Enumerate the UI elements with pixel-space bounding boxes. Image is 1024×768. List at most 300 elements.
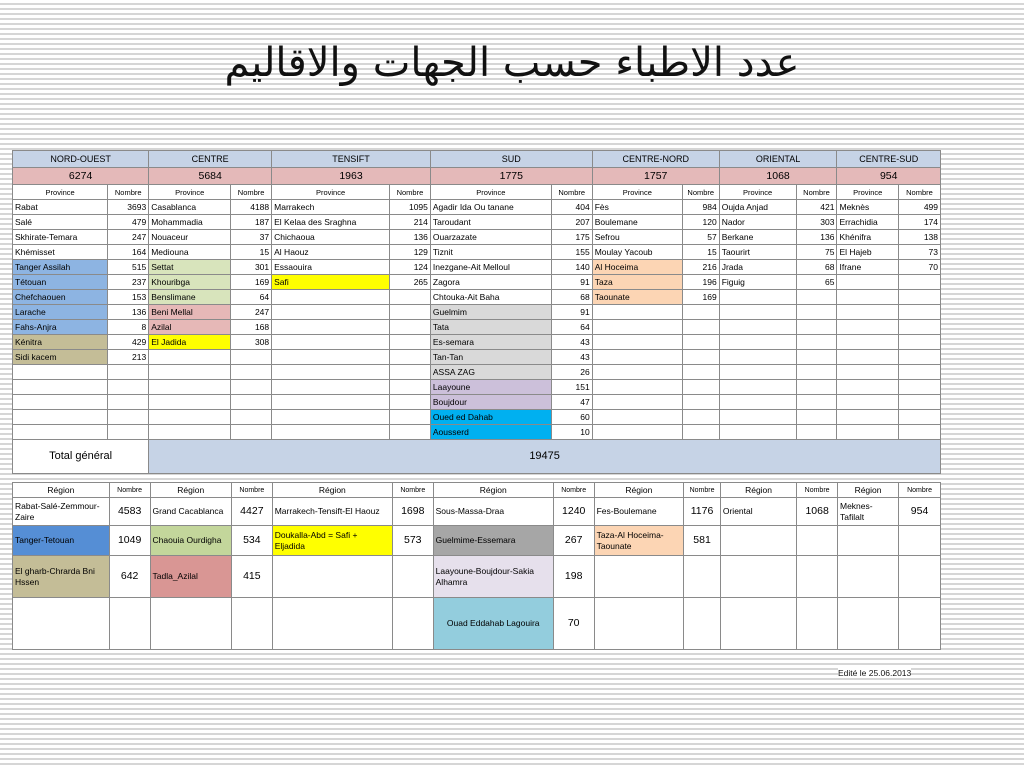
province-cell [272,320,390,335]
table-row [13,200,941,215]
count-cell [108,380,149,395]
province-cell [837,320,898,335]
table-row [13,320,941,335]
province-cell [837,410,898,425]
count-cell: 196 [682,275,719,290]
count-cell [108,365,149,380]
province-cell [13,425,108,440]
count-cell [389,395,430,410]
province-cell: Figuig [719,275,796,290]
region-cell: Laayoune-Boujdour-Sakia Alhamra [433,556,553,598]
province-cell: Inezgane-Ait Melloul [430,260,551,275]
province-cell [837,335,898,350]
count-cell [231,425,272,440]
nombre-col-label: Nombre [553,483,594,498]
province-col-label: Province [13,185,108,200]
nombre-col-label: Nombre [231,483,272,498]
count-cell: 155 [551,245,592,260]
region-col-label: Région [272,483,392,498]
province-cell [837,305,898,320]
province-cell: Moulay Yacoub [592,245,682,260]
province-cell: Settat [149,260,231,275]
count-cell: 415 [231,556,272,598]
province-cell [272,410,390,425]
count-cell: 265 [389,275,430,290]
province-cell: Guelmim [430,305,551,320]
region-name: SUD [430,151,592,168]
province-cell: Kénitra [13,335,108,350]
province-cell: Taroudant [430,215,551,230]
count-cell: 15 [231,245,272,260]
count-cell [231,365,272,380]
count-cell [682,320,719,335]
province-cell [592,350,682,365]
province-cell: Ouarzazate [430,230,551,245]
count-cell: 124 [389,260,430,275]
table-row [13,335,941,350]
count-cell [796,335,837,350]
count-cell: 10 [551,425,592,440]
count-cell: 68 [551,290,592,305]
province-cell [719,425,796,440]
count-cell: 174 [898,215,940,230]
count-cell [389,290,430,305]
region-col-label: Région [837,483,898,498]
count-cell: 573 [392,526,433,556]
region-name: CENTRE-SUD [837,151,941,168]
count-cell [899,598,941,650]
count-cell [231,410,272,425]
count-cell: 303 [796,215,837,230]
province-cell [272,305,390,320]
count-cell: 214 [389,215,430,230]
province-cell: Boulemane [592,215,682,230]
province-col-label: Province [430,185,551,200]
province-cell [13,395,108,410]
count-cell: 1698 [392,498,433,526]
count-cell [109,598,150,650]
count-cell: 60 [551,410,592,425]
province-cell [719,290,796,305]
region-cell [837,526,898,556]
province-col-label: Province [272,185,390,200]
province-cell [272,335,390,350]
province-cell [272,365,390,380]
province-cell [837,290,898,305]
province-cell [13,365,108,380]
count-cell: 515 [108,260,149,275]
count-cell: 499 [898,200,940,215]
province-cell: Taourirt [719,245,796,260]
table-row [13,598,941,650]
count-cell [389,350,430,365]
count-cell: 169 [231,275,272,290]
count-cell [797,598,838,650]
count-cell: 91 [551,305,592,320]
province-cell: Khénifra [837,230,898,245]
nombre-col-label: Nombre [899,483,941,498]
count-cell [389,320,430,335]
count-cell [898,305,940,320]
count-cell: 4188 [231,200,272,215]
count-cell: 140 [551,260,592,275]
count-cell: 216 [682,260,719,275]
count-cell: 64 [551,320,592,335]
province-cell: Benslimane [149,290,231,305]
province-cell: Mediouna [149,245,231,260]
province-cell [719,320,796,335]
region-cell: Meknes-Tafilalt [837,498,898,526]
region-header-row [13,483,941,498]
count-cell [392,598,433,650]
count-cell: 1049 [109,526,150,556]
column-label-row [13,185,941,200]
province-cell [149,365,231,380]
count-cell [682,410,719,425]
count-cell: 308 [231,335,272,350]
count-cell: 301 [231,260,272,275]
region-cell: Oriental [720,498,796,526]
province-cell: Nador [719,215,796,230]
count-cell [898,320,940,335]
count-cell [898,365,940,380]
region-name: NORD-OUEST [13,151,149,168]
region-cell [150,598,231,650]
province-cell: Oujda Anjad [719,200,796,215]
region-cell [594,598,684,650]
region-cell: Ouad Eddahab Lagouira [433,598,553,650]
region-name: CENTRE-NORD [592,151,719,168]
region-name: ORIENTAL [719,151,837,168]
count-cell: 1240 [553,498,594,526]
count-cell [682,425,719,440]
count-cell: 581 [684,526,721,556]
count-cell [796,290,837,305]
count-cell: 138 [898,230,940,245]
count-cell: 68 [796,260,837,275]
count-cell: 73 [898,245,940,260]
province-cell: Tan-Tan [430,350,551,365]
region-total: 1963 [272,168,431,185]
count-cell [231,380,272,395]
table-row [13,365,941,380]
province-cell: Beni Mellal [149,305,231,320]
province-col-label: Province [837,185,898,200]
count-cell [389,380,430,395]
province-cell: Fahs-Anjra [13,320,108,335]
count-cell [231,395,272,410]
province-col-label: Province [149,185,231,200]
province-cell: Tanger Assilah [13,260,108,275]
region-total: 1757 [592,168,719,185]
table-row [13,380,941,395]
region-cell [720,556,796,598]
province-cell: Zagora [430,275,551,290]
count-cell: 26 [551,365,592,380]
region-col-label: Région [594,483,684,498]
region-cell: Taza-Al Hoceima-Taounate [594,526,684,556]
province-cell [149,380,231,395]
region-total: 1775 [430,168,592,185]
count-cell [796,320,837,335]
province-cell: Errachidia [837,215,898,230]
count-cell: 8 [108,320,149,335]
count-cell [898,395,940,410]
count-cell: 4427 [231,498,272,526]
count-cell [389,425,430,440]
count-cell [392,556,433,598]
count-cell [108,410,149,425]
count-cell [796,365,837,380]
table-row [13,498,941,526]
region-cell [720,526,796,556]
province-col-label: Province [592,185,682,200]
province-cell [592,320,682,335]
region-cell: Marrakech-Tensift-El Haouz [272,498,392,526]
region-cell: Tadla_Azilal [150,556,231,598]
count-cell [797,526,838,556]
count-cell: 534 [231,526,272,556]
province-cell: El Hajeb [837,245,898,260]
province-cell: Al Hoceima [592,260,682,275]
province-cell: El Jadida [149,335,231,350]
region-cell [594,556,684,598]
province-cell: Tétouan [13,275,108,290]
page-title: عدد الاطباء حسب الجهات والاقاليم [224,40,800,86]
nombre-col-label: Nombre [231,185,272,200]
provinces-table [12,150,941,474]
count-cell: 151 [551,380,592,395]
province-cell: Mohammadia [149,215,231,230]
count-cell [796,380,837,395]
count-cell: 43 [551,350,592,365]
province-cell: Taounate [592,290,682,305]
count-cell: 198 [553,556,594,598]
province-cell [837,350,898,365]
count-cell [796,395,837,410]
region-col-label: Région [13,483,110,498]
count-cell: 1095 [389,200,430,215]
count-cell: 267 [553,526,594,556]
region-cell [720,598,796,650]
count-cell: 75 [796,245,837,260]
count-cell: 37 [231,230,272,245]
province-cell: Larache [13,305,108,320]
count-cell [389,305,430,320]
nombre-col-label: Nombre [108,185,149,200]
nombre-col-label: Nombre [796,185,837,200]
region-cell [837,598,898,650]
province-cell: Ifrane [837,260,898,275]
count-cell: 3693 [108,200,149,215]
province-cell: Agadir Ida Ou tanane [430,200,551,215]
province-cell: Es-semara [430,335,551,350]
region-name: TENSIFT [272,151,431,168]
province-cell [149,410,231,425]
nombre-col-label: Nombre [898,185,940,200]
count-cell: 136 [796,230,837,245]
count-cell [899,556,941,598]
regions-table [12,482,941,650]
count-cell: 153 [108,290,149,305]
province-cell [272,395,390,410]
count-cell [682,380,719,395]
count-cell: 421 [796,200,837,215]
count-cell: 70 [553,598,594,650]
region-cell: Fes-Boulemane [594,498,684,526]
count-cell [898,275,940,290]
province-cell: Tiznit [430,245,551,260]
province-cell: Meknès [837,200,898,215]
nombre-col-label: Nombre [389,185,430,200]
count-cell: 64 [231,290,272,305]
count-cell: 65 [796,275,837,290]
count-cell: 70 [898,260,940,275]
province-cell: Sefrou [592,230,682,245]
province-cell [272,350,390,365]
count-cell: 247 [108,230,149,245]
region-header-row [13,151,941,168]
region-cell: El gharb-Chrarda Bni Hssen [13,556,110,598]
province-cell [837,365,898,380]
table-row [13,425,941,440]
province-cell: Skhirate-Temara [13,230,108,245]
count-cell: 120 [682,215,719,230]
count-cell [684,598,721,650]
province-cell: Tata [430,320,551,335]
table-row [13,260,941,275]
count-cell [682,395,719,410]
region-cell: Sous-Massa-Draa [433,498,553,526]
province-cell [719,305,796,320]
table-row [13,230,941,245]
region-cell: Tanger-Tetouan [13,526,110,556]
count-cell: 404 [551,200,592,215]
province-cell: El Kelaa des Sraghna [272,215,390,230]
province-cell [719,335,796,350]
count-cell: 169 [682,290,719,305]
province-cell [592,395,682,410]
count-cell: 91 [551,275,592,290]
province-cell: Rabat [13,200,108,215]
province-cell: Berkane [719,230,796,245]
count-cell: 247 [231,305,272,320]
province-cell [149,425,231,440]
count-cell [389,365,430,380]
province-cell: Chtouka-Ait Baha [430,290,551,305]
count-cell: 479 [108,215,149,230]
province-cell [592,365,682,380]
count-cell [796,350,837,365]
count-cell: 136 [389,230,430,245]
province-cell: Sidi kacem [13,350,108,365]
province-cell [592,305,682,320]
count-cell [797,556,838,598]
province-cell: Fès [592,200,682,215]
province-cell: Laayoune [430,380,551,395]
province-cell: Azilal [149,320,231,335]
province-cell [719,365,796,380]
province-cell [149,350,231,365]
region-cell: Rabat-Salé-Zemmour-Zaire [13,498,110,526]
table-row [13,245,941,260]
province-cell: Khémisset [13,245,108,260]
count-cell [389,335,430,350]
nombre-col-label: Nombre [551,185,592,200]
grand-total-row [13,440,941,474]
count-cell [108,425,149,440]
count-cell: 129 [389,245,430,260]
count-cell: 43 [551,335,592,350]
province-cell: Jrada [719,260,796,275]
region-total: 5684 [149,168,272,185]
province-cell [719,410,796,425]
table-row [13,275,941,290]
count-cell: 57 [682,230,719,245]
count-cell: 1176 [684,498,721,526]
region-cell: Guelmime-Essemara [433,526,553,556]
region-total: 1068 [719,168,837,185]
region-cell [837,556,898,598]
count-cell: 15 [682,245,719,260]
count-cell: 1068 [797,498,838,526]
province-cell [592,335,682,350]
count-cell [682,305,719,320]
count-cell: 642 [109,556,150,598]
province-cell: ASSA ZAG [430,365,551,380]
grand-total-value: 19475 [149,440,941,474]
count-cell: 213 [108,350,149,365]
count-cell: 207 [551,215,592,230]
count-cell [898,425,940,440]
nombre-col-label: Nombre [392,483,433,498]
count-cell [231,598,272,650]
province-cell: Essaouira [272,260,390,275]
count-cell [684,556,721,598]
province-cell [272,425,390,440]
nombre-col-label: Nombre [797,483,838,498]
count-cell: 429 [108,335,149,350]
region-cell: Chaouia Ourdigha [150,526,231,556]
table-row [13,526,941,556]
province-cell: Boujdour [430,395,551,410]
province-cell: Casablanca [149,200,231,215]
count-cell: 237 [108,275,149,290]
table-row [13,410,941,425]
count-cell [389,410,430,425]
province-cell [719,350,796,365]
count-cell [898,335,940,350]
region-cell [13,598,110,650]
count-cell [898,290,940,305]
province-cell [272,380,390,395]
region-total: 6274 [13,168,149,185]
region-total-row [13,168,941,185]
count-cell [898,380,940,395]
count-cell: 4583 [109,498,150,526]
province-cell [837,380,898,395]
count-cell [682,350,719,365]
count-cell [108,395,149,410]
province-cell: Chichaoua [272,230,390,245]
table-row [13,556,941,598]
region-name: CENTRE [149,151,272,168]
count-cell [796,425,837,440]
count-cell: 175 [551,230,592,245]
region-cell [272,598,392,650]
region-col-label: Région [150,483,231,498]
region-cell: Doukalla-Abd = Safi + Eljadida [272,526,392,556]
